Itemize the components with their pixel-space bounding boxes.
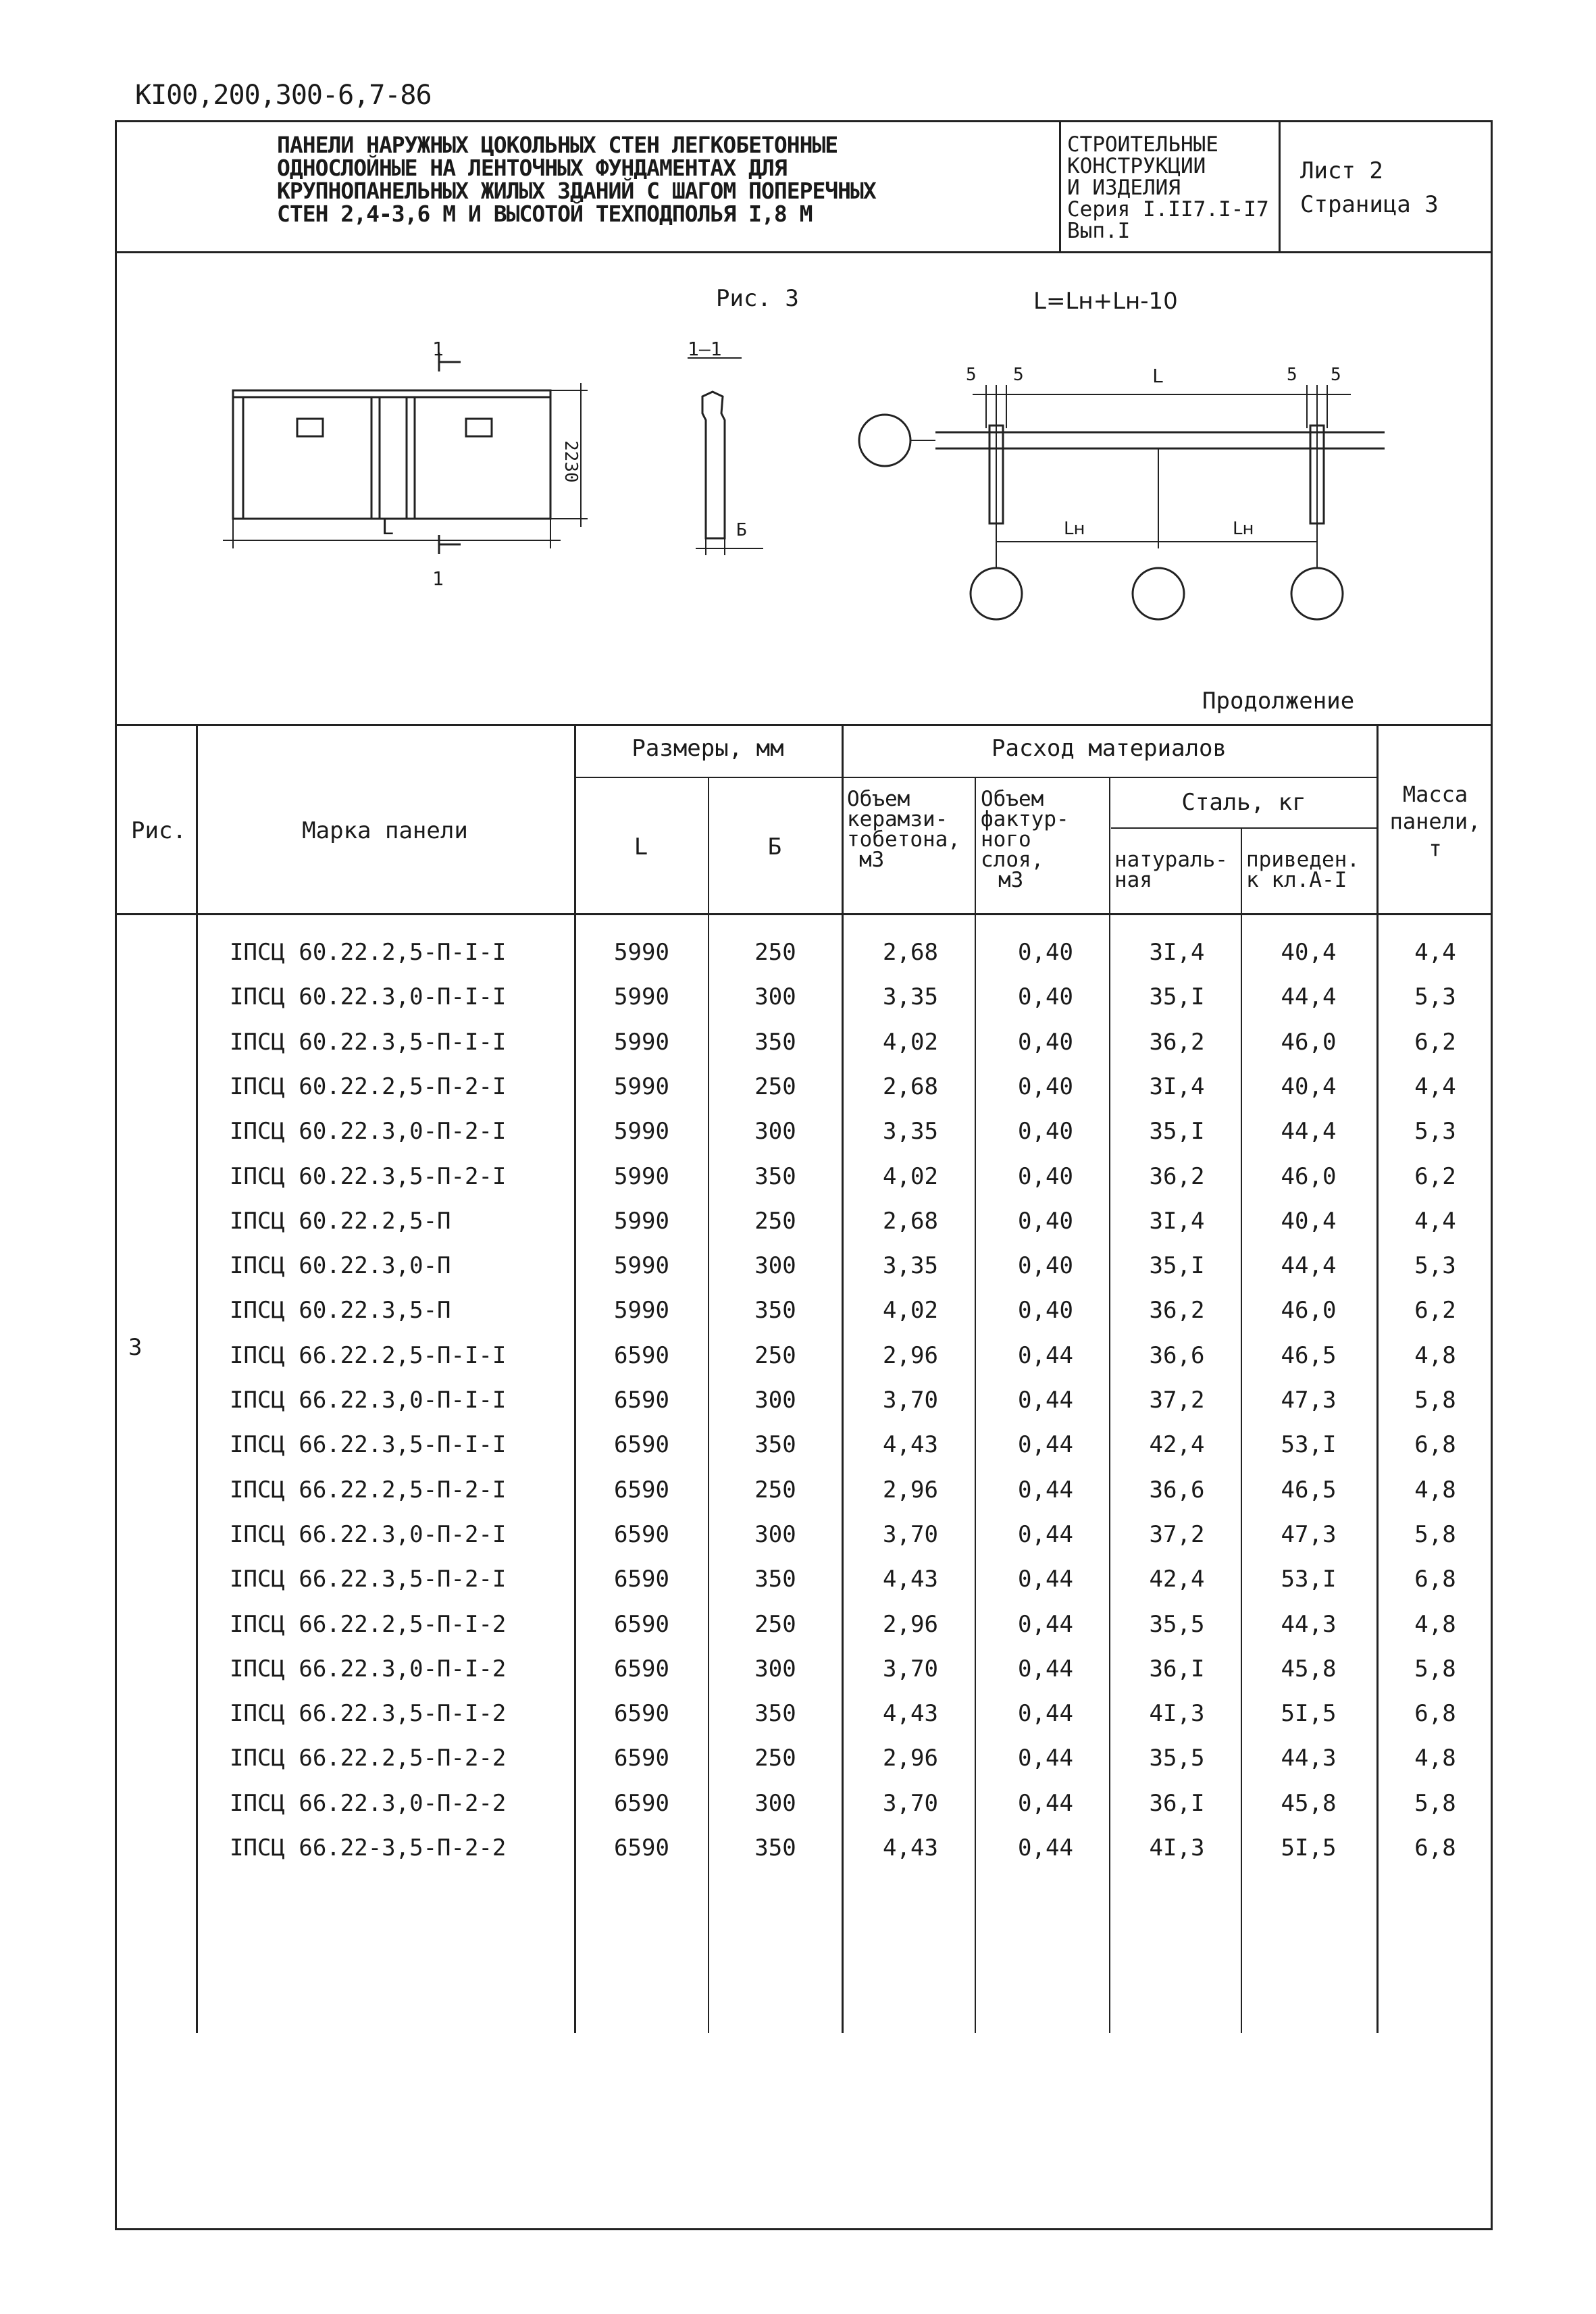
opening-right: [466, 419, 492, 436]
table-cell-v1: 4,02: [883, 1163, 938, 1190]
section-mark-top: 1: [432, 338, 444, 360]
series-line: Серия I.II7.I-I7: [1067, 197, 1269, 222]
table-cell-L: 5990: [614, 1163, 669, 1190]
table-cell-v2: 0,40: [1018, 983, 1073, 1010]
table-cell-m: 6,2: [1414, 1163, 1456, 1190]
table-cell-s2: 40,4: [1281, 1073, 1337, 1100]
table-cell-B: 350: [754, 1297, 796, 1324]
table-cell-B: 250: [754, 1476, 796, 1503]
table-cell-L: 5990: [614, 1073, 669, 1100]
table-cell-s1: 36,2: [1149, 1297, 1205, 1324]
table-cell-B: 300: [754, 983, 796, 1010]
document-title: [277, 134, 1054, 226]
series-line: КОНСТРУКЦИИ: [1067, 154, 1206, 178]
axis-bubble-1: [971, 568, 1022, 619]
title-line: ОДНОСЛОЙНЫЕ НА ЛЕНТОЧНЫХ ФУНДАМЕНТАХ ДЛЯ: [277, 155, 787, 181]
table-cell-m: 5,3: [1414, 983, 1456, 1010]
table-cell-mark: IПСЦ 66.22.2,5-П-I-I: [230, 1342, 507, 1369]
table-cell-s1: 35,I: [1149, 1118, 1205, 1145]
table-cell-B: 250: [754, 939, 796, 966]
table-cell-v2: 0,44: [1018, 1521, 1073, 1548]
table-cell-v1: 2,68: [883, 939, 938, 966]
table-cell-s2: 5I,5: [1281, 1834, 1337, 1861]
table-cell-mark: IПСЦ 60.22.3,5-П-I-I: [230, 1029, 507, 1056]
table-cell-s2: 46,0: [1281, 1163, 1337, 1190]
table-cell-L: 5990: [614, 983, 669, 1010]
table-cell-L: 6590: [614, 1790, 669, 1817]
table-cell-m: 4,4: [1414, 1208, 1456, 1235]
header-rule-2: [1111, 827, 1378, 829]
table-cell-L: 6590: [614, 1745, 669, 1772]
table-cell-m: 4,4: [1414, 939, 1456, 966]
table-cell-s2: 47,3: [1281, 1521, 1337, 1548]
table-cell-m: 6,8: [1414, 1700, 1456, 1727]
table-cell-s1: 3I,4: [1149, 939, 1205, 966]
table-cell-s1: 35,5: [1149, 1745, 1205, 1772]
table-cell-B: 250: [754, 1342, 796, 1369]
section-label: 1—1: [688, 338, 722, 360]
table-cell-v1: 4,43: [883, 1566, 938, 1593]
table-top-rule: [115, 724, 1493, 726]
col-divider-fig: [196, 724, 198, 2033]
table-cell-v2: 0,40: [1018, 1208, 1073, 1235]
table-cell-mark: IПСЦ 66.22.3,5-П-I-2: [230, 1700, 507, 1727]
table-cell-s1: 3I,4: [1149, 1208, 1205, 1235]
table-cell-B: 250: [754, 1073, 796, 1100]
table-cell-v2: 0,44: [1018, 1790, 1073, 1817]
table-cell-s1: 36,2: [1149, 1029, 1205, 1056]
table-cell-v1: 2,68: [883, 1208, 938, 1235]
header-volume-texture: Объем фактур- ного слоя, м3: [981, 787, 1069, 892]
header-mark: Марка панели: [302, 817, 468, 844]
table-cell-s2: 46,0: [1281, 1297, 1337, 1324]
table-cell-v1: 4,43: [883, 1834, 938, 1861]
axis-bubble-2: [1133, 568, 1184, 619]
table-cell-B: 300: [754, 1655, 796, 1682]
table-cell-L: 5990: [614, 1297, 669, 1324]
table-cell-m: 5,3: [1414, 1118, 1456, 1145]
table-cell-B: 350: [754, 1700, 796, 1727]
table-cell-s1: 36,6: [1149, 1342, 1205, 1369]
table-cell-mark: IПСЦ 66.22.3,5-П-2-I: [230, 1566, 507, 1593]
table-cell-v1: 4,02: [883, 1029, 938, 1056]
series-line: И ИЗДЕЛИЯ: [1067, 176, 1181, 200]
header-materials: Расход материалов: [992, 735, 1227, 762]
table-cell-mark: IПСЦ 60.22.3,0-П-I-I: [230, 983, 507, 1010]
table-cell-mark: IПСЦ 66.22-3,5-П-2-2: [230, 1834, 507, 1861]
table-cell-L: 6590: [614, 1700, 669, 1727]
table-cell-B: 300: [754, 1118, 796, 1145]
table-cell-L: 6590: [614, 1611, 669, 1638]
table-cell-B: 350: [754, 1029, 796, 1056]
table-cell-L: 5990: [614, 939, 669, 966]
table-cell-mark: IПСЦ 66.22.3,0-П-2-2: [230, 1790, 507, 1817]
plan-dim-left-a: 5: [966, 365, 977, 385]
table-cell-s2: 44,3: [1281, 1611, 1337, 1638]
header-fig: Рис.: [131, 817, 186, 844]
table-cell-B: 250: [754, 1611, 796, 1638]
series-block: [1067, 132, 1269, 243]
table-cell-v2: 0,44: [1018, 1476, 1073, 1503]
table-cell-m: 4,4: [1414, 1073, 1456, 1100]
table-cell-m: 4,8: [1414, 1342, 1456, 1369]
table-cell-v2: 0,40: [1018, 1029, 1073, 1056]
table-cell-L: 5990: [614, 1118, 669, 1145]
figure-caption: Рис. 3: [716, 285, 799, 312]
sheet-number: Лист 2: [1300, 157, 1383, 184]
table-cell-s2: 47,3: [1281, 1387, 1337, 1414]
table-cell-v1: 4,43: [883, 1431, 938, 1458]
table-cell-v2: 0,44: [1018, 1655, 1073, 1682]
table-cell-mark: IПСЦ 66.22.2,5-П-I-2: [230, 1611, 507, 1638]
table-cell-m: 6,8: [1414, 1431, 1456, 1458]
table-cell-s1: 42,4: [1149, 1566, 1205, 1593]
plan-dim-right-b: 5: [1331, 365, 1341, 385]
table-cell-s2: 53,I: [1281, 1431, 1337, 1458]
series-line: Вып.I: [1067, 219, 1131, 243]
table-cell-s2: 44,4: [1281, 1252, 1337, 1279]
table-cell-v2: 0,40: [1018, 1073, 1073, 1100]
title-line: ПАНЕЛИ НАРУЖНЫХ ЦОКОЛЬНЫХ СТЕН ЛЕГКОБЕТОННЫЕ: [277, 132, 838, 158]
table-cell-v1: 3,70: [883, 1521, 938, 1548]
table-cell-m: 5,8: [1414, 1521, 1456, 1548]
table-cell-L: 6590: [614, 1566, 669, 1593]
table-cell-v2: 0,40: [1018, 1163, 1073, 1190]
header-rule-1: [574, 777, 1378, 778]
table-cell-s1: 37,2: [1149, 1521, 1205, 1548]
table-cell-v1: 3,35: [883, 983, 938, 1010]
table-cell-s2: 53,I: [1281, 1566, 1337, 1593]
table-cell-mark: IПСЦ 66.22.3,0-П-I-2: [230, 1655, 507, 1682]
section-mark-bottom: 1: [432, 567, 444, 590]
table-cell-s1: 36,6: [1149, 1476, 1205, 1503]
length-formula: L=Lн+Lн-10: [1033, 288, 1178, 315]
table-cell-v2: 0,44: [1018, 1700, 1073, 1727]
axis-bubble-3: [1291, 568, 1343, 619]
table-cell-B: 350: [754, 1431, 796, 1458]
table-cell-m: 4,8: [1414, 1476, 1456, 1503]
series-line: СТРОИТЕЛЬНЫЕ: [1067, 132, 1218, 157]
table-cell-B: 300: [754, 1387, 796, 1414]
section-profile: [702, 392, 725, 538]
table-cell-L: 6590: [614, 1431, 669, 1458]
table-cell-v2: 0,44: [1018, 1611, 1073, 1638]
table-cell-v1: 2,96: [883, 1476, 938, 1503]
table-cell-s2: 46,5: [1281, 1476, 1337, 1503]
fig-number: 3: [128, 1334, 143, 1361]
header-L: L: [634, 833, 648, 860]
table-cell-v2: 0,40: [1018, 939, 1073, 966]
table-cell-s2: 44,4: [1281, 1118, 1337, 1145]
opening-left: [297, 419, 323, 436]
table-cell-mark: IПСЦ 60.22.2,5-П-2-I: [230, 1073, 507, 1100]
document-code: KI00,200,300-6,7-86: [135, 80, 432, 111]
table-cell-L: 6590: [614, 1521, 669, 1548]
header-B: Б: [767, 833, 782, 860]
table-cell-L: 6590: [614, 1834, 669, 1861]
figure-drawing: [115, 251, 1493, 724]
table-cell-m: 5,8: [1414, 1387, 1456, 1414]
table-cell-m: 6,2: [1414, 1297, 1456, 1324]
table-cell-v2: 0,44: [1018, 1342, 1073, 1369]
table-cell-mark: IПСЦ 60.22.3,5-П: [230, 1297, 451, 1324]
table-cell-mark: IПСЦ 66.22.3,5-П-I-I: [230, 1431, 507, 1458]
title-block-divider-2: [1279, 120, 1281, 251]
table-cell-v1: 2,96: [883, 1745, 938, 1772]
table-cell-s2: 44,4: [1281, 983, 1337, 1010]
table-cell-mark: IПСЦ 66.22.2,5-П-2-2: [230, 1745, 507, 1772]
table-cell-m: 4,8: [1414, 1611, 1456, 1638]
table-cell-m: 4,8: [1414, 1745, 1456, 1772]
table-cell-s2: 40,4: [1281, 939, 1337, 966]
table-cell-v2: 0,44: [1018, 1387, 1073, 1414]
panel-length-label: L: [382, 516, 394, 540]
table-cell-B: 350: [754, 1566, 796, 1593]
plan-dim-right-a: 5: [1287, 365, 1297, 385]
table-cell-L: 6590: [614, 1342, 669, 1369]
plan-length-2: Lн: [1233, 519, 1254, 539]
table-cell-s2: 45,8: [1281, 1790, 1337, 1817]
table-cell-mark: IПСЦ 60.22.2,5-П-I-I: [230, 939, 507, 966]
table-cell-L: 6590: [614, 1476, 669, 1503]
table-cell-s2: 40,4: [1281, 1208, 1337, 1235]
table-cell-mark: IПСЦ 60.22.3,5-П-2-I: [230, 1163, 507, 1190]
table-cell-v2: 0,44: [1018, 1566, 1073, 1593]
table-cell-s1: 37,2: [1149, 1387, 1205, 1414]
table-cell-s1: 35,I: [1149, 983, 1205, 1010]
header-bottom-rule: [115, 913, 1493, 915]
table-cell-m: 5,3: [1414, 1252, 1456, 1279]
table-cell-s1: 35,5: [1149, 1611, 1205, 1638]
table-cell-mark: IПСЦ 60.22.2,5-П: [230, 1208, 451, 1235]
table-cell-v1: 3,70: [883, 1387, 938, 1414]
table-cell-B: 300: [754, 1521, 796, 1548]
table-cell-mark: IПСЦ 60.22.3,0-П-2-I: [230, 1118, 507, 1145]
axis-bubble-left: [859, 415, 910, 466]
table-cell-L: 6590: [614, 1655, 669, 1682]
table-cell-s2: 45,8: [1281, 1655, 1337, 1682]
table-cell-v2: 0,40: [1018, 1297, 1073, 1324]
table-cell-s1: 4I,3: [1149, 1834, 1205, 1861]
title-block-divider-1: [1059, 120, 1061, 251]
table-cell-v1: 3,35: [883, 1118, 938, 1145]
table-cell-s2: 46,5: [1281, 1342, 1337, 1369]
table-cell-mark: IПСЦ 66.22.3,0-П-I-I: [230, 1387, 507, 1414]
continuation-label: Продолжение: [1202, 688, 1355, 715]
table-cell-s1: 42,4: [1149, 1431, 1205, 1458]
table-cell-v1: 2,96: [883, 1611, 938, 1638]
header-mass: Масса панели, т: [1389, 781, 1481, 861]
table-cell-v2: 0,44: [1018, 1834, 1073, 1861]
table-cell-m: 6,8: [1414, 1566, 1456, 1593]
table-cell-v1: 4,02: [883, 1297, 938, 1324]
table-cell-B: 250: [754, 1745, 796, 1772]
table-cell-v1: 3,70: [883, 1790, 938, 1817]
plan-length-1: Lн: [1064, 519, 1085, 539]
table-cell-v1: 3,35: [883, 1252, 938, 1279]
table-cell-v1: 4,43: [883, 1700, 938, 1727]
header-steel-reduced: приведен. к кл.А-I: [1246, 848, 1360, 892]
header-steel-natural: натураль- ная: [1114, 848, 1228, 892]
plan-length-label: L: [1152, 365, 1164, 387]
table-cell-L: 6590: [614, 1387, 669, 1414]
table-cell-m: 5,8: [1414, 1790, 1456, 1817]
table-cell-s1: 35,I: [1149, 1252, 1205, 1279]
table-cell-mark: IПСЦ 66.22.2,5-П-2-I: [230, 1476, 507, 1503]
table-cell-s1: 3I,4: [1149, 1073, 1205, 1100]
table-cell-B: 350: [754, 1834, 796, 1861]
height-dimension: 2230: [561, 440, 581, 483]
table-cell-m: 6,2: [1414, 1029, 1456, 1056]
sheet-block: [1300, 154, 1439, 222]
header-steel: Сталь, кг: [1181, 789, 1306, 816]
table-cell-mark: IПСЦ 60.22.3,0-П: [230, 1252, 451, 1279]
page-number: Страница 3: [1300, 191, 1439, 218]
table-cell-v2: 0,40: [1018, 1118, 1073, 1145]
table-cell-B: 300: [754, 1790, 796, 1817]
table-cell-m: 6,8: [1414, 1834, 1456, 1861]
table-cell-s2: 5I,5: [1281, 1700, 1337, 1727]
table-cell-v1: 3,70: [883, 1655, 938, 1682]
table-cell-v2: 0,44: [1018, 1431, 1073, 1458]
table-cell-s1: 4I,3: [1149, 1700, 1205, 1727]
thickness-label: Б: [736, 520, 747, 540]
table-cell-mark: IПСЦ 66.22.3,0-П-2-I: [230, 1521, 507, 1548]
table-cell-v1: 2,68: [883, 1073, 938, 1100]
title-line: СТЕН 2,4-3,6 М И ВЫСОТОЙ ТЕХПОДПОЛЬЯ I,8 М: [277, 201, 813, 227]
table-cell-s1: 36,I: [1149, 1655, 1205, 1682]
table-cell-L: 5990: [614, 1029, 669, 1056]
table-cell-B: 300: [754, 1252, 796, 1279]
table-cell-s2: 46,0: [1281, 1029, 1337, 1056]
header-sizes: Размеры, мм: [632, 735, 784, 762]
table-cell-L: 5990: [614, 1252, 669, 1279]
table-cell-m: 5,8: [1414, 1655, 1456, 1682]
table-cell-v2: 0,44: [1018, 1745, 1073, 1772]
header-volume-concrete: Объем керамзи- тобетона, м3: [847, 787, 960, 872]
title-line: КРУПНОПАНЕЛЬНЫХ ЖИЛЫХ ЗДАНИЙ С ШАГОМ ПОПЕРЕЧНЫХ: [277, 178, 876, 204]
plan-dim-left-b: 5: [1013, 365, 1024, 385]
table-cell-s1: 36,I: [1149, 1790, 1205, 1817]
table-cell-L: 5990: [614, 1208, 669, 1235]
table-cell-B: 350: [754, 1163, 796, 1190]
table-cell-v2: 0,40: [1018, 1252, 1073, 1279]
table-cell-B: 250: [754, 1208, 796, 1235]
table-cell-v1: 2,96: [883, 1342, 938, 1369]
table-cell-s1: 36,2: [1149, 1163, 1205, 1190]
table-cell-s2: 44,3: [1281, 1745, 1337, 1772]
panel-outline: [233, 390, 550, 519]
